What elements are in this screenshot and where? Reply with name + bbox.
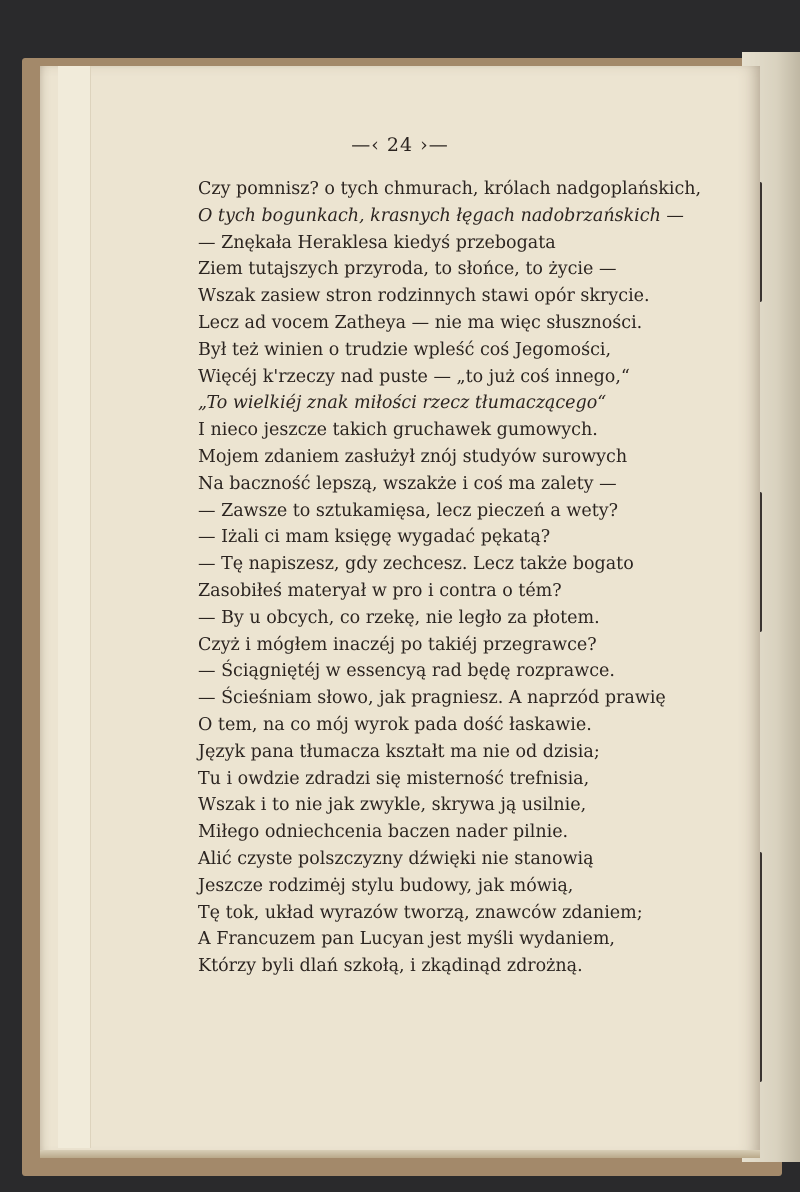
text-line: — Ścieśniam słowo, jak pragniesz. A naprzód prawię [198,688,666,709]
page-number: —‹ 24 ›— [351,134,449,156]
text-line: — Znękała Heraklesa kiedyś przebogata [198,232,556,253]
text-line: — Ściągniętéj w essencyą rad będę rozprawce. [198,661,615,682]
page-gutter [58,66,91,1148]
text-line: Był też winien o trudzie wpleść coś Jegomości, [198,339,612,360]
text-line: I nieco jeszcze takich gruchawek gumowych. [198,420,598,441]
text-line: Ziem tutajszych przyroda, to słońce, to życie — [198,259,617,280]
text-line: — By u obcych, co rzekę, nie legło za płotem. [198,607,600,628]
text-line: Mojem zdaniem zasłużył znój studyów surowych [198,446,628,467]
text-line: Alić czyste polszczyzny dźwięki nie stanowią [198,848,594,869]
text-line: Więcéj k'rzeczy nad puste — „to już coś innego,“ [198,366,630,387]
text-line: Na baczność lepszą, wszakże i coś ma zalety — [198,473,617,494]
text-line: Tę tok, układ wyrazów tworzą, znawców zdaniem; [198,902,643,923]
text-line: Jeszcze rodzimėj stylu budowy, jak mówią, [198,875,574,896]
text-line: Zasobiłeś materyał w pro i contra o tém? [198,580,562,601]
text-line: Miłego odniechcenia baczen nader pilnie. [198,822,569,843]
text-line: Czyż i mógłem inaczéj po takiéj przegrawce? [198,634,597,655]
text-line: — Tę napiszesz, gdy zechcesz. Lecz także bogato [198,554,634,575]
text-line: O tych bogunkach, krasnych łęgach nadobrzańskich — [198,205,684,226]
text-line: — Iżali ci mam księgę wygadać pękatą? [198,527,551,548]
text-line: Lecz ad vocem Zatheya — nie ma więc słuszności. [198,312,643,333]
text-line: Którzy byli dlań szkołą, i zkądinąd zdrożną. [198,956,583,977]
text-line: Wszak zasiew stron rodzinnych stawi opór skrycie. [198,286,650,307]
text-line: „To wielkiéj znak miłości rzecz tłumaczącego“ [198,393,607,414]
text-line: Tu i owdzie zdradzi się misterność trefnisia, [198,768,590,789]
poem-text [198,176,702,980]
text-line: — Zawsze to sztukamięsa, lecz pieczeń a wety? [198,500,619,521]
text-line: A Francuzem pan Lucyan jest myśli wydaniem, [198,929,615,950]
text-line: Czy pomnisz? o tych chmurach, królach nadgoplańskich, [198,179,702,199]
text-line: Język pana tłumacza kształt ma nie od dzisia; [198,741,600,762]
text-line: Wszak i to nie jak zwykle, skrywa ją usilnie, [198,795,587,816]
page-bottom-edge [40,1150,760,1158]
text-line: O tem, na co mój wyrok pada dość łaskawie. [198,714,592,735]
